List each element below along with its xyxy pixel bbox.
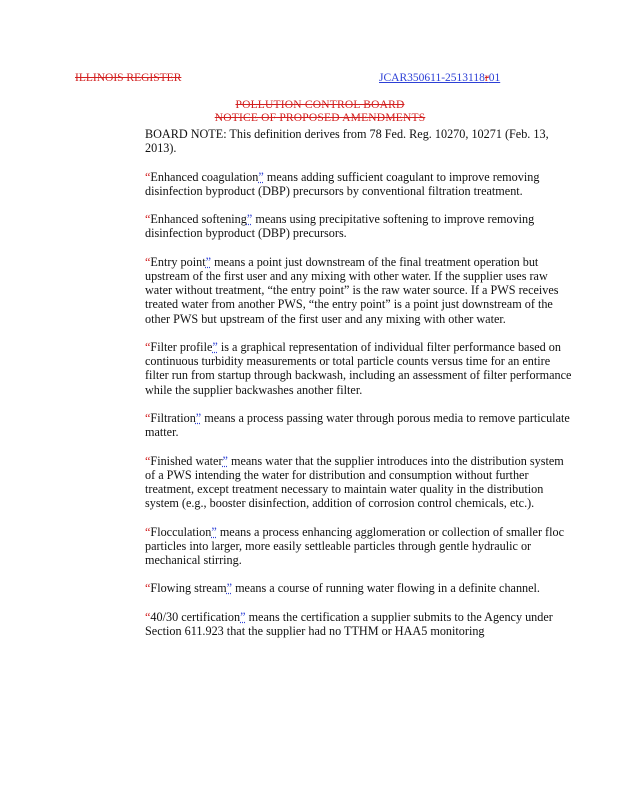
quote-close: ” [240, 609, 246, 624]
quote-open: “ [145, 453, 151, 468]
term: Enhanced softening [150, 212, 247, 227]
quote-open: “ [145, 212, 151, 227]
jcar-code-suffix: 01 [488, 72, 501, 84]
document-body [145, 127, 575, 652]
quote-close: ” [246, 212, 253, 227]
quote-close: ” [222, 453, 228, 468]
quote-close: ” [258, 169, 264, 184]
definition-40-30-certification [145, 610, 575, 638]
quote-close: ” [226, 581, 233, 596]
quote-close: ” [212, 339, 218, 354]
quote-open: “ [145, 169, 151, 184]
quote-open: “ [145, 524, 151, 539]
definition-text: means using precipitative softening to improve removing disinfection byproduct (DBP) precursors. [145, 212, 535, 241]
definition-finished-water [145, 454, 575, 511]
quote-close: ” [205, 254, 212, 269]
definition-flowing-stream [145, 581, 575, 595]
definition-filter-profile [145, 340, 575, 397]
quote-open: “ [145, 581, 151, 596]
term: Filter profile [150, 339, 213, 354]
term: Entry point [150, 254, 206, 269]
term: Flowing stream [150, 581, 227, 596]
definition-text: is a graphical representation of individual filter performance based on continuous turbidity measurements or total particle counts versus time for an entire filter run from startup through backwash, including an assessment of filter performance while the supplier backwashes another filter. [145, 339, 572, 397]
definition-text: means the certification a supplier submits to the Agency under Section 611.923 that the supplier had no TTHM or HAA5 monitoring [145, 609, 553, 638]
quote-close: ” [211, 524, 217, 539]
jcar-code-deleted: r [484, 72, 489, 84]
definition-text: means a point just downstream of the final treatment operation but upstream of the first user and any mixing with other water. If the supplier uses raw water without treatment, “the entry point” is the raw water source. If a PWS receives treated water from another PWS, “the entry point” is a point just downstream of the other PWS but upstream of the first user and any mixing with other water. [145, 254, 559, 326]
definition-entry-point [145, 255, 575, 326]
term: Flocculation [150, 524, 212, 539]
term: Filtration [150, 410, 196, 425]
term: Enhanced coagulation [150, 169, 259, 184]
definition-text: means water that the supplier introduces into the distribution system of a PWS intending the water for distribution and consumption without further treatment, except treatment necessary to maintain water quality in the distribution system (e.g., booster disinfection, addition of corrosion control chemicals, etc.). [145, 453, 564, 511]
definition-text: means a process passing water through porous media to remove particulate matter. [145, 410, 570, 440]
board-note: BOARD NOTE: This definition derives from 78 Fed. Reg. 10270, 10271 (Feb. 13, 2013). [145, 127, 549, 156]
definition-text: means a course of running water flowing in a definite channel. [232, 581, 540, 596]
definition-enhanced-coagulation [145, 170, 575, 198]
definition-text: means a process enhancing agglomeration or collection of smaller floc particles into larger, more easily settleable particles through gentle hydraulic or mechanical stirring. [145, 524, 565, 567]
board-title: POLLUTION CONTROL BOARD [235, 99, 405, 111]
notice-title: NOTICE OF PROPOSED AMENDMENTS [214, 112, 426, 124]
jcar-code-header [379, 72, 500, 84]
quote-open: “ [145, 254, 151, 269]
register-header: ILLINOIS REGISTER [75, 72, 182, 84]
jcar-code-main: JCAR350611-2513118 [379, 72, 485, 84]
quote-close: ” [195, 410, 202, 425]
definition-flocculation [145, 525, 575, 568]
definition-enhanced-softening [145, 212, 575, 240]
term: 40/30 certification [150, 609, 241, 624]
definition-text: means adding sufficient coagulant to improve removing disinfection byproduct (DBP) precursors by conventional filtration treatment. [145, 169, 540, 198]
term: Finished water [150, 453, 223, 468]
quote-open: “ [145, 410, 151, 425]
quote-open: “ [145, 609, 151, 624]
quote-open: “ [145, 339, 151, 354]
definition-filtration [145, 411, 575, 439]
